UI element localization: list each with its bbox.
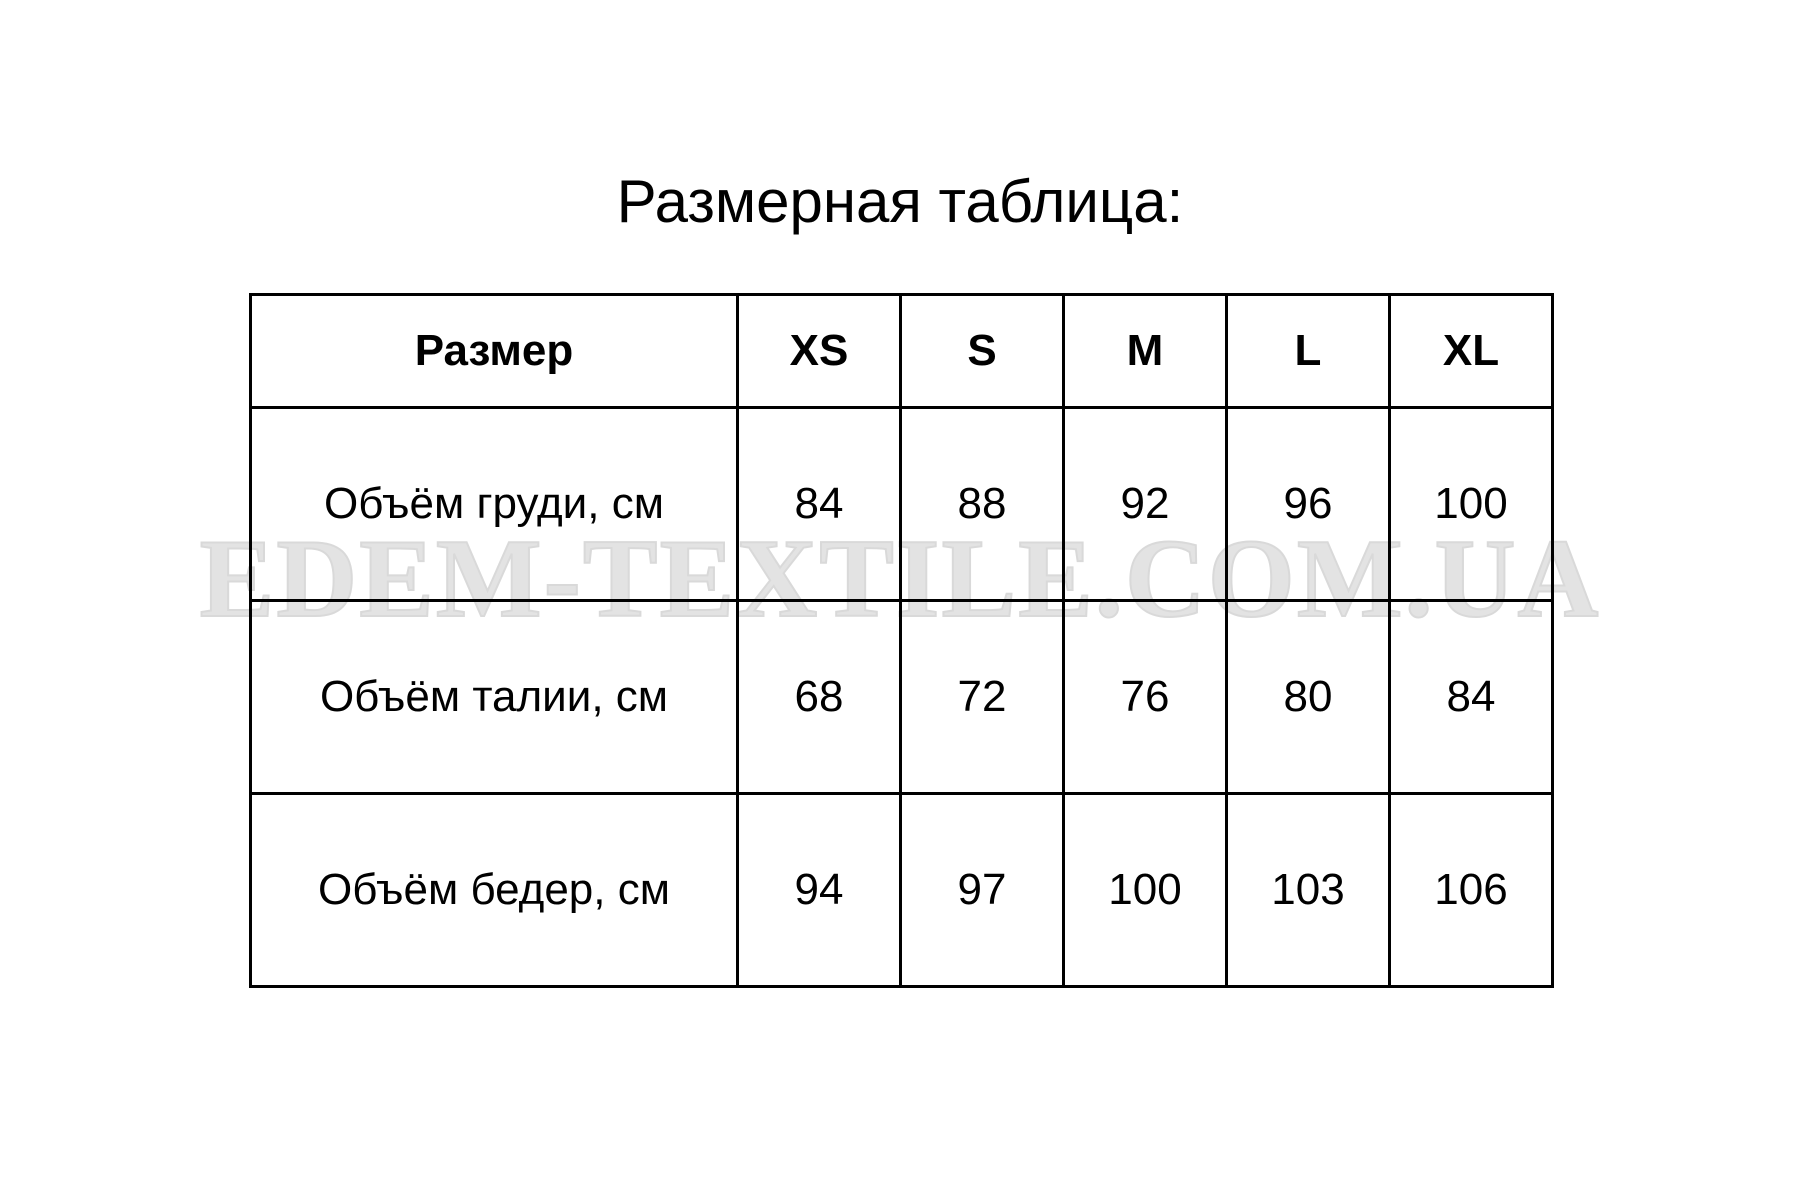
row-label: Объём талии, см bbox=[251, 601, 738, 794]
row-value: 103 bbox=[1227, 794, 1390, 987]
row-value: 76 bbox=[1064, 601, 1227, 794]
row-value: 84 bbox=[1390, 601, 1553, 794]
size-table bbox=[249, 293, 1554, 988]
table-row bbox=[251, 408, 1553, 601]
table-header-row bbox=[251, 295, 1553, 408]
table-row bbox=[251, 794, 1553, 987]
site-watermark: EDEM-TEXTILE.COM.UA bbox=[199, 517, 1601, 641]
row-value: 100 bbox=[1390, 408, 1553, 601]
table-header-cell-xs: XS bbox=[738, 295, 901, 408]
row-value: 106 bbox=[1390, 794, 1553, 987]
row-value: 80 bbox=[1227, 601, 1390, 794]
table-header-cell-s: S bbox=[901, 295, 1064, 408]
row-value: 68 bbox=[738, 601, 901, 794]
table-header-cell-xl: XL bbox=[1390, 295, 1553, 408]
row-value: 96 bbox=[1227, 408, 1390, 601]
row-value: 88 bbox=[901, 408, 1064, 601]
row-label: Объём груди, см bbox=[251, 408, 738, 601]
row-value: 92 bbox=[1064, 408, 1227, 601]
table-header-cell-l: L bbox=[1227, 295, 1390, 408]
row-value: 100 bbox=[1064, 794, 1227, 987]
row-label: Объём бедер, см bbox=[251, 794, 738, 987]
row-value: 84 bbox=[738, 408, 901, 601]
table-header-cell-m: M bbox=[1064, 295, 1227, 408]
row-value: 94 bbox=[738, 794, 901, 987]
row-value: 72 bbox=[901, 601, 1064, 794]
table-header-cell-size: Размер bbox=[251, 295, 738, 408]
table-row bbox=[251, 601, 1553, 794]
row-value: 97 bbox=[901, 794, 1064, 987]
page-title: Размерная таблица: bbox=[616, 168, 1184, 235]
